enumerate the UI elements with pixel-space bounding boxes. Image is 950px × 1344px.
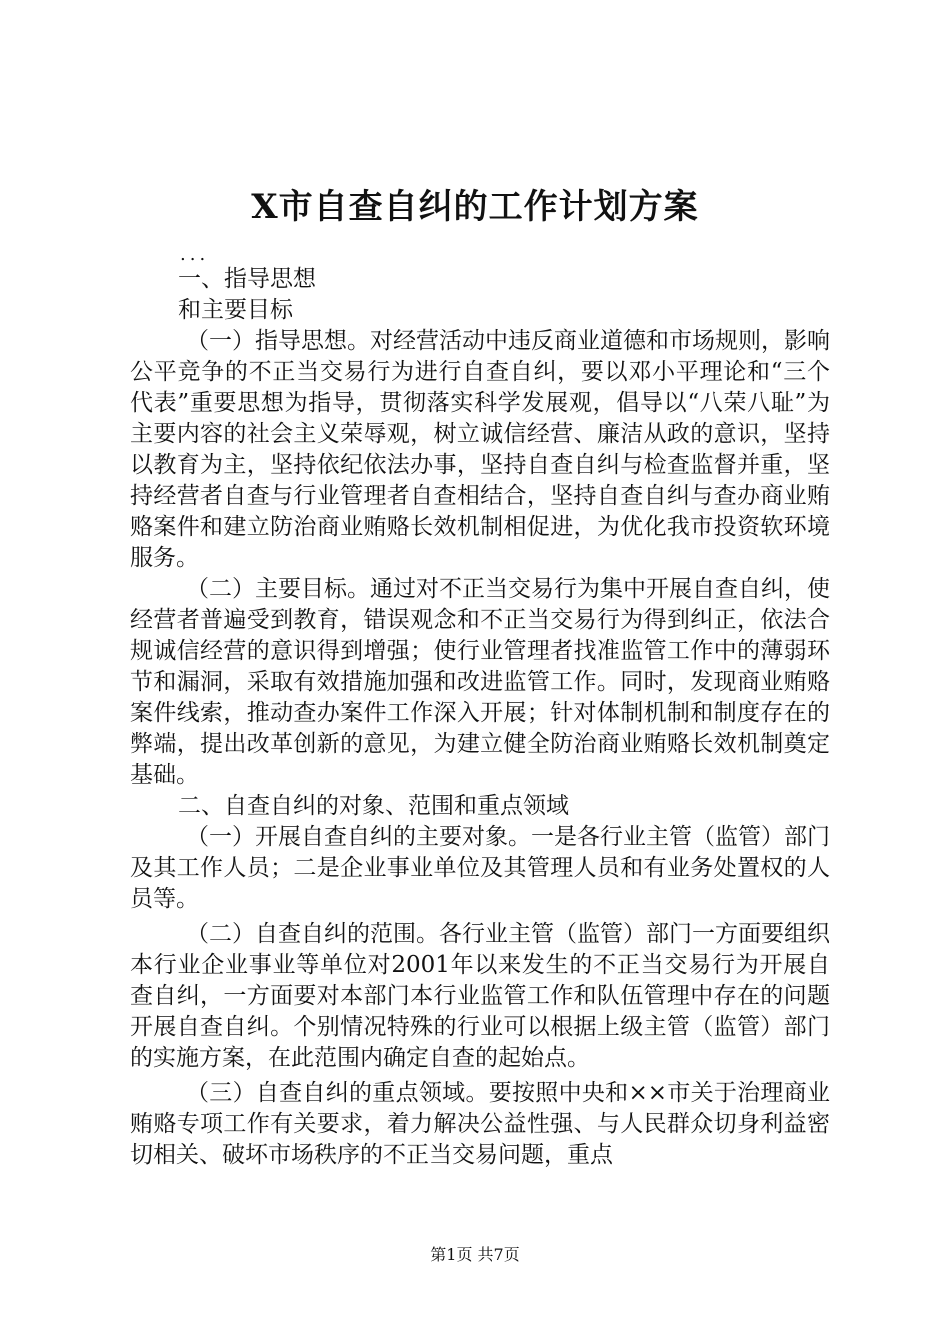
- paragraph-key-areas: （三）自查自纠的重点领域。要按照中央和××市关于治理商业贿赂专项工作有关要求，着力解决公益性强、与人民群众切身利益密切相关、破坏市场秩序的不正当交易问题，重点: [130, 1080, 830, 1168]
- page-number-footer: 第1页 共7页: [430, 1245, 520, 1264]
- paragraph-main-objects: （一）开展自查自纠的主要对象。一是各行业主管（监管）部门及其工作人员；二是企业事业单位及其管理人员和有业务处置权的人员等。: [130, 824, 830, 912]
- section-heading-1: 一、指导思想: [178, 266, 316, 292]
- document-body: [130, 264, 830, 1171]
- ellipsis-marker: ...: [180, 244, 210, 265]
- paragraph-guiding-thought: （一）指导思想。对经营活动中违反商业道德和市场规则，影响公平竞争的不正当交易行为进行自查自纠，要以邓小平理论和“三个代表”重要思想为指导，贯彻落实科学发展观，倡导以“八荣八耻”为主要内容的社会主义荣辱观，树立诚信经营、廉洁从政的意识，坚持以教育为主，坚持依纪依法办事，坚持自查自纠与检查监督并重，坚持经营者自查与行业管理者自查相结合，坚持自查自纠与查办商业贿赂案件和建立防治商业贿赂长效机制相促进，为优化我市投资软环境服务。: [130, 328, 830, 571]
- paragraph-scope: （二）自查自纠的范围。各行业主管（监管）部门一方面要组织本行业企业事业等单位对2001年以来发生的不正当交易行为开展自查自纠，一方面要对本部门本行业监管工作和队伍管理中存在的问题开展自查自纠。个别情况特殊的行业可以根据上级主管（监管）部门的实施方案，在此范围内确定自查的起始点。: [130, 921, 830, 1071]
- section-heading-2: 二、自查自纠的对象、范围和重点领域: [178, 793, 569, 819]
- paragraph-main-goals: （二）主要目标。通过对不正当交易行为集中开展自查自纠，使经营者普遍受到教育，错误观念和不正当交易行为得到纠正，依法合规诚信经营的意识得到增强；使行业管理者找准监管工作中的薄弱环节和漏洞，采取有效措施加强和改进监管工作。同时，发现商业贿赂案件线索，推动查办案件工作深入开展；针对体制机制和制度存在的弊端，提出改革创新的意见，为建立健全防治商业贿赂长效机制奠定基础。: [130, 576, 830, 788]
- section-heading-1-continued: 和主要目标: [178, 297, 293, 323]
- document-title: X市自查自纠的工作计划方案: [251, 187, 699, 227]
